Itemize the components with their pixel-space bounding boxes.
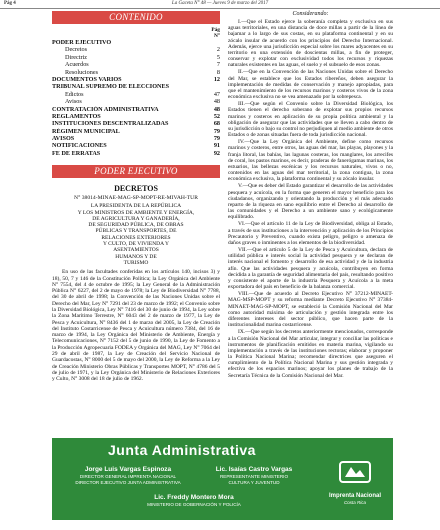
toc-page: 92	[213, 149, 220, 157]
toc-page: 79	[213, 135, 220, 143]
person-2-name: Lic. Isaías Castro Vargas	[215, 466, 293, 473]
toc-page: 48	[213, 98, 220, 106]
toc-label: FE DE ERRATAS	[52, 149, 101, 157]
toc-label: NOTIFICACIONES	[52, 142, 107, 150]
toc-page: 48	[213, 105, 220, 113]
toc-page: 52	[213, 112, 220, 120]
toc-row	[52, 54, 220, 61]
decree-authorities: LA PRESIDENTA DE LA REPÚBLICA Y LOS MINISTROS DE AMBIENTE Y ENERGÍA, DE AGRICULTURA Y GANADERÍA, DE SEGURIDAD PÚBLICA, DE OBRAS PÚBLICAS Y TRANSPORTES, DE RELACIONES EXTERIORES Y CULTO, DE VIVIENDA Y ASENTAMIENTOS HUMANOS Y DE TURISMO	[77, 203, 195, 266]
person-3-name: Lic. Freddy Montero Mora	[154, 494, 234, 501]
toc-row	[52, 106, 220, 113]
person-2	[184, 466, 324, 485]
toc-row	[52, 91, 220, 98]
toc-page: 47	[213, 90, 220, 98]
toc-row	[52, 61, 220, 68]
person-1-role: DIRECTOR GENERAL IMPRENTA NACIONAL DIRECTOR EJECUTIVO JUNTA ADMINISTRATIVA	[75, 474, 181, 485]
toc-row	[52, 150, 220, 157]
decretos-heading: DECRETOS	[114, 184, 158, 194]
toc-label: Resoluciones	[65, 68, 98, 76]
considerando-paragraph: IV.—Que la Ley Orgánica del Ambiente, define como recursos marinos y costeros, entre otros, las aguas del mar, las playas, playones y la franja litoral, las bahías, las lagunas costeras, los manglares, los arrecifes de coral, los pastos marinos, es decir, praderas de fanerógamas marinas, los estuarios, las bellezas escénicas y los recursos naturales, vivos o no, contenidos en las aguas del mar territorial, la zona contigua, la zona económica exclusiva, la plataforma continental y su zócalo insular.	[228, 139, 393, 183]
toc-row	[52, 128, 220, 135]
considerando-paragraph: VII.—Que el artículo 5 de la Ley de Pesca y Acuicultura, declara de utilidad pública e interés social la actividad pesquera y se declaran de interés nacional el fomento y desarrollo de esa actividad y de la industria afín. Que las actividades pesquera y acuícola, contribuyen en forma decidida a la garantía de seguridad alimentaria del país, resultando positivo y consistente el aporte de la industria Pesquera y Acuícola a la meta exportadora del país en beneficio de la balanza comercial.	[228, 247, 393, 291]
toc-label: Edictos	[65, 90, 84, 98]
toc-label: AVISOS	[52, 135, 75, 143]
left-column	[52, 11, 220, 383]
page-header	[0, 0, 440, 9]
toc-page: 2	[216, 46, 220, 54]
toc-label: DOCUMENTOS VARIOS	[52, 75, 122, 83]
toc-page: 5	[216, 53, 220, 61]
toc-row	[52, 142, 220, 149]
toc-page: 7	[216, 61, 220, 69]
toc-row	[52, 46, 220, 53]
toc-label: Acuerdos	[65, 61, 89, 69]
imprenta-logo	[325, 458, 385, 514]
pag-column-label: Pág N°	[211, 27, 220, 39]
considerando-paragraph: III.—Que según el Convenio sobre la Diversidad Biológica, los Estados tienen el derecho soberano de explotar sus propios recursos marinos y costeros en aplicación de su propia política ambiental y la obligación de asegurar que las actividades que se lleven a cabo dentro de su jurisdicción o bajo su control no perjudiquen al medio ambiente de otros Estados o de zonas situadas fuera de toda jurisdicción nacional.	[228, 101, 393, 139]
toc-row	[52, 76, 220, 83]
considerando-body	[228, 19, 393, 379]
toc-page: 68	[213, 120, 220, 128]
considerando-paragraph: II.—Que en la Convención de las Naciones Unidas sobre el Derecho del Mar, se establece que los Estados ribereños, deben asegurar la implementación de medidas de conservación y manejo apropiadas, para que el mantenimiento de los recursos marinos y costeros vivos de la zona económica exclusiva no se vea amenazado por la sobrepesca.	[228, 69, 393, 101]
imprenta-logo-icon	[338, 458, 372, 486]
person-3	[114, 494, 274, 508]
considerando-paragraph: IX.—Que según los decretos anteriormente mencionados, corresponde a la Comisión Nacional del Mar articular, integrar y conciliar las políticas e instrumentos de planificación emitidos en materia marina, vigilando su implementación a través de las instituciones rectoras; elaborar y proponer la Política Nacional Marina; recomendar directrices que aseguren el cumplimiento de la Política Nacional Marina y sus gestión integrada y efectiva de los espacios marinos; apoyar los planes de trabajo de la Secretaría Técnica de la Comisión Nacional del Mar.	[228, 329, 393, 379]
decree-preamble: En uso de las facultades conferidas en los artículos 140, incisos 3) y 18), 50, 7 y 146 de la Constitución Política; la Ley Orgánica del Ambiente N° 7554, del 4 de octubre de 1995; la Ley General de la Administración Pública N° 6227, del 2 de mayo de 1978; la Ley de Biodiversidad N° 7788, del 30 de abril de 1998; la Convención de las Naciones Unidas sobre el Derecho del Mar, Ley N° 7291 del 23 de marzo de 1992; el Convenio sobre la Diversidad Biológica, Ley N° 7416 del 30 de junio de 1994, la Ley sobre la Zona Marítimo Terrestre, N° 6043 del 2 de marzo de 1977, la Ley de Pesca y Acuicultura, N° 8436 del 1 de marzo del 2005, la Ley de Creación del Instituto Costarricense de Pesca y Acuicultura número 7384, del 16 de marzo de 1994, la Ley Orgánica del Ministerio de Ambiente, Energía y Telecomunicaciones, N° 7152 del 5 de junio de 1990, la Ley de Fomento a la Producción Agropecuaria FODEA y Orgánica del MAG, Ley N° 7064 del 29 de abril de 1987, la Ley de Creación del Servicio Nacional de Guardacostas, N° 8000 del 5 de mayo del 2000, la Ley de Reforma a la Ley de Creación Ministerio Obras Públicas y Transportes MOPT, N° 4786 del 5 de julio de 1971, y la Ley Orgánica del Ministerio de Relaciones Exteriores y Culto, N° 3008 del 18 de julio de 1962.	[52, 269, 220, 383]
toc-row	[52, 39, 220, 46]
toc-label: REGLAMENTOS	[52, 112, 101, 120]
person-3-role: MINISTERIO DE GOBERNACIÓN Y POLICÍA	[147, 502, 241, 507]
toc-page: 79	[213, 127, 220, 135]
toc-label: CONTRATACIÓN ADMINISTRATIVA	[52, 105, 159, 113]
toc-row	[52, 135, 220, 142]
contenido-banner: CONTENIDO	[52, 11, 220, 24]
toc-page: 12	[213, 75, 220, 83]
considerando-heading: Considerando:	[292, 11, 329, 17]
considerando-paragraph: I.—Que el Estado ejerce la soberanía completa y exclusiva en sus aguas territoriales, en una distancia de doce millas a partir de la línea de bajamar a lo largo de sus costas, en su plataforma continental y en su zócalo insular de acuerdo con los principios del Derecho Internacional. Además, ejerce una jurisdicción especial sobre los mares adyacentes en su territorio en una extensión de doscientas millas, a fin de proteger, conservar y explotar con exclusividad todos los recursos y riquezas naturales existentes en las aguas, el suelo y el subsuelo de esos zonas.	[228, 19, 393, 69]
toc-page: 91	[213, 142, 220, 150]
toc-label: RÉGIMEN MUNICIPAL	[52, 127, 120, 135]
toc-row	[52, 69, 220, 76]
imprenta-logo-tagline: Costa Rica	[343, 500, 366, 505]
toc-row	[52, 98, 220, 105]
person-2-role: REPRESENTANTE MINISTERIO CULTURA Y JUVENTUD	[219, 474, 289, 485]
toc-label: PODER EJECUTIVO	[52, 39, 112, 46]
right-column	[228, 11, 393, 380]
toc-row	[52, 120, 220, 127]
toc-label: Directriz	[65, 53, 87, 61]
toc-page: 8	[216, 68, 220, 76]
table-of-contents	[52, 39, 220, 157]
toc-label: INSTITUCIONES DESCENTRALIZADAS	[52, 120, 169, 128]
page-number: Pág 4	[4, 1, 16, 6]
person-1	[58, 466, 198, 485]
junta-footer	[52, 438, 393, 520]
considerando-paragraph: VIII.—Que de acuerdo al Decreto Ejecutivo N° 37212-MINAET-MAG-MSP-MOPT y su reforma mediante Decreto Ejecutivo N° 37384-MINAET-MAG-SP-MOPT, se estableció la Comisión Nacional del Mar como autoridad máxima de articulación y gestión integrada entre los diferentes intereses del sector público, que hacen parte de la institucionalidad marina costarricense.	[228, 291, 393, 329]
considerando-paragraph: V.—Que es deber del Estado garantizar el desarrollo de las actividades pesquera y acuícola, en la forma que generen el mayor beneficio para los ciudadanos, organizando y orientando la producción y el más adecuado reparto de la riqueza en sano equilibrio entre el Derecho al desarrollo de las comunidades y el Derecho a un ambiente sano y ecológicamente equilibrado.	[228, 183, 393, 221]
toc-label: TRIBUNAL SUPREMO DE ELECCIONES	[52, 83, 170, 91]
junta-title: Junta Administrativa	[108, 442, 256, 458]
gazette-title: La Gaceta N° 48 — Jueves 9 de marzo del 2017	[171, 1, 269, 6]
decree-number: N° 38014-MINAE-MAG-SP-MOPT-RE-MIVAH-TUR	[74, 195, 198, 202]
imprenta-logo-name: Imprenta Nacional	[328, 493, 381, 499]
toc-row	[52, 83, 220, 90]
toc-label: Decretos	[65, 46, 87, 54]
toc-label: Avisos	[65, 98, 82, 106]
person-1-name: Jorge Luis Vargas Espinoza	[84, 466, 172, 473]
considerando-paragraph: VI.—Que el artículo 11 de la Ley de Biodiversidad, obliga al Estado, a través de sus instituciones a la intervención y aplicación de los Principios Precautorio y Preventivo, cuando exista peligro, peligro o amenaza de daños graves o inminentes a los elementos de la biodiversidad.	[228, 221, 393, 247]
poder-ejecutivo-banner: PODER EJECUTIVO	[52, 165, 220, 178]
toc-row	[52, 113, 220, 120]
